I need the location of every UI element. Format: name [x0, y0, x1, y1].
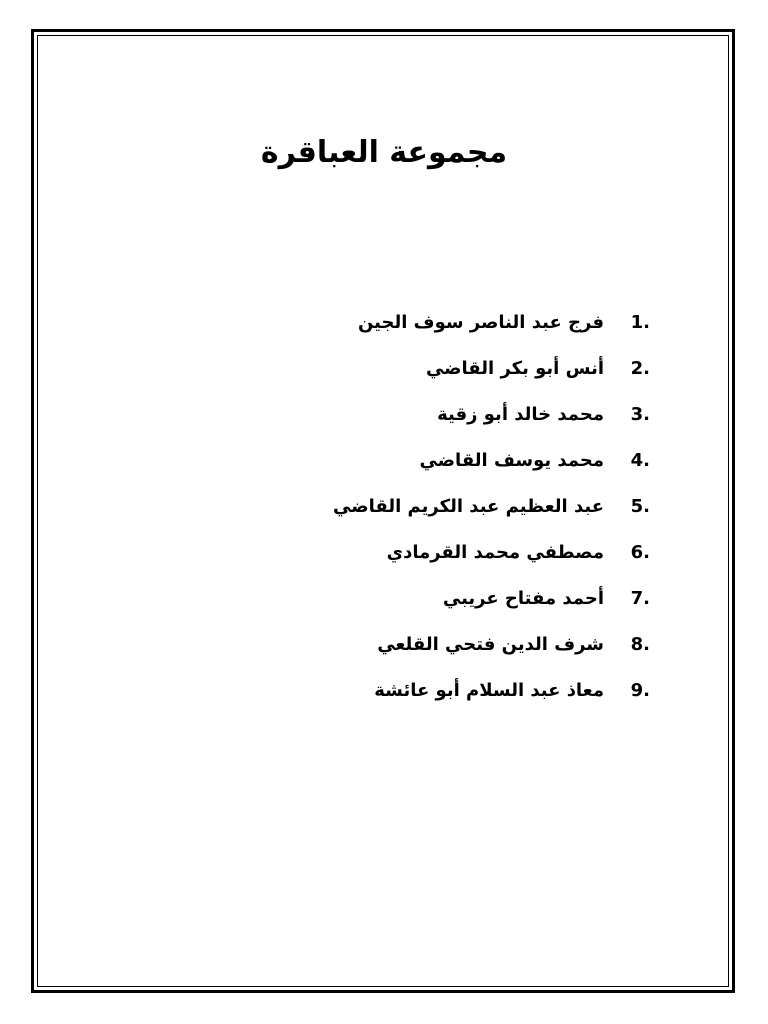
page-title: مجموعة العباقرة	[260, 135, 508, 170]
list-item-number: 3.	[630, 404, 650, 425]
list-item	[333, 484, 650, 530]
list-item-name: معاذ عبد السلام أبو عائشة	[374, 680, 604, 701]
list-item-number: 5.	[630, 496, 650, 517]
list-item-name: محمد يوسف القاضي	[419, 450, 604, 471]
list-item-number: 7.	[630, 588, 650, 609]
list-item-name: أنس أبو بكر القاضي	[425, 358, 604, 379]
list-item-name: محمد خالد أبو زقية	[437, 404, 604, 425]
list-item	[333, 392, 650, 438]
list-item-name: فرج عبد الناصر سوف الجين	[357, 312, 604, 333]
list-item	[333, 530, 650, 576]
list-item-name: مصطفي محمد القرمادي	[386, 542, 604, 563]
list-item	[333, 438, 650, 484]
list-item	[333, 300, 650, 346]
list-item	[333, 622, 650, 668]
list-item-number: 6.	[630, 542, 650, 563]
list-item-name: شرف الدين فتحي القلعي	[377, 634, 604, 655]
list-item	[333, 576, 650, 622]
list-item	[333, 668, 650, 714]
list-item-name: عبد العظيم عبد الكريم القاضي	[333, 496, 604, 517]
list-item-number: 4.	[630, 450, 650, 471]
list-item-number: 2.	[630, 358, 650, 379]
list-item-number: 8.	[630, 634, 650, 655]
members-list	[333, 300, 650, 714]
list-item-name: أحمد مفتاح عريبي	[442, 588, 604, 609]
list-item-number: 9.	[630, 680, 650, 701]
list-item-number: 1.	[630, 312, 650, 333]
list-item	[333, 346, 650, 392]
